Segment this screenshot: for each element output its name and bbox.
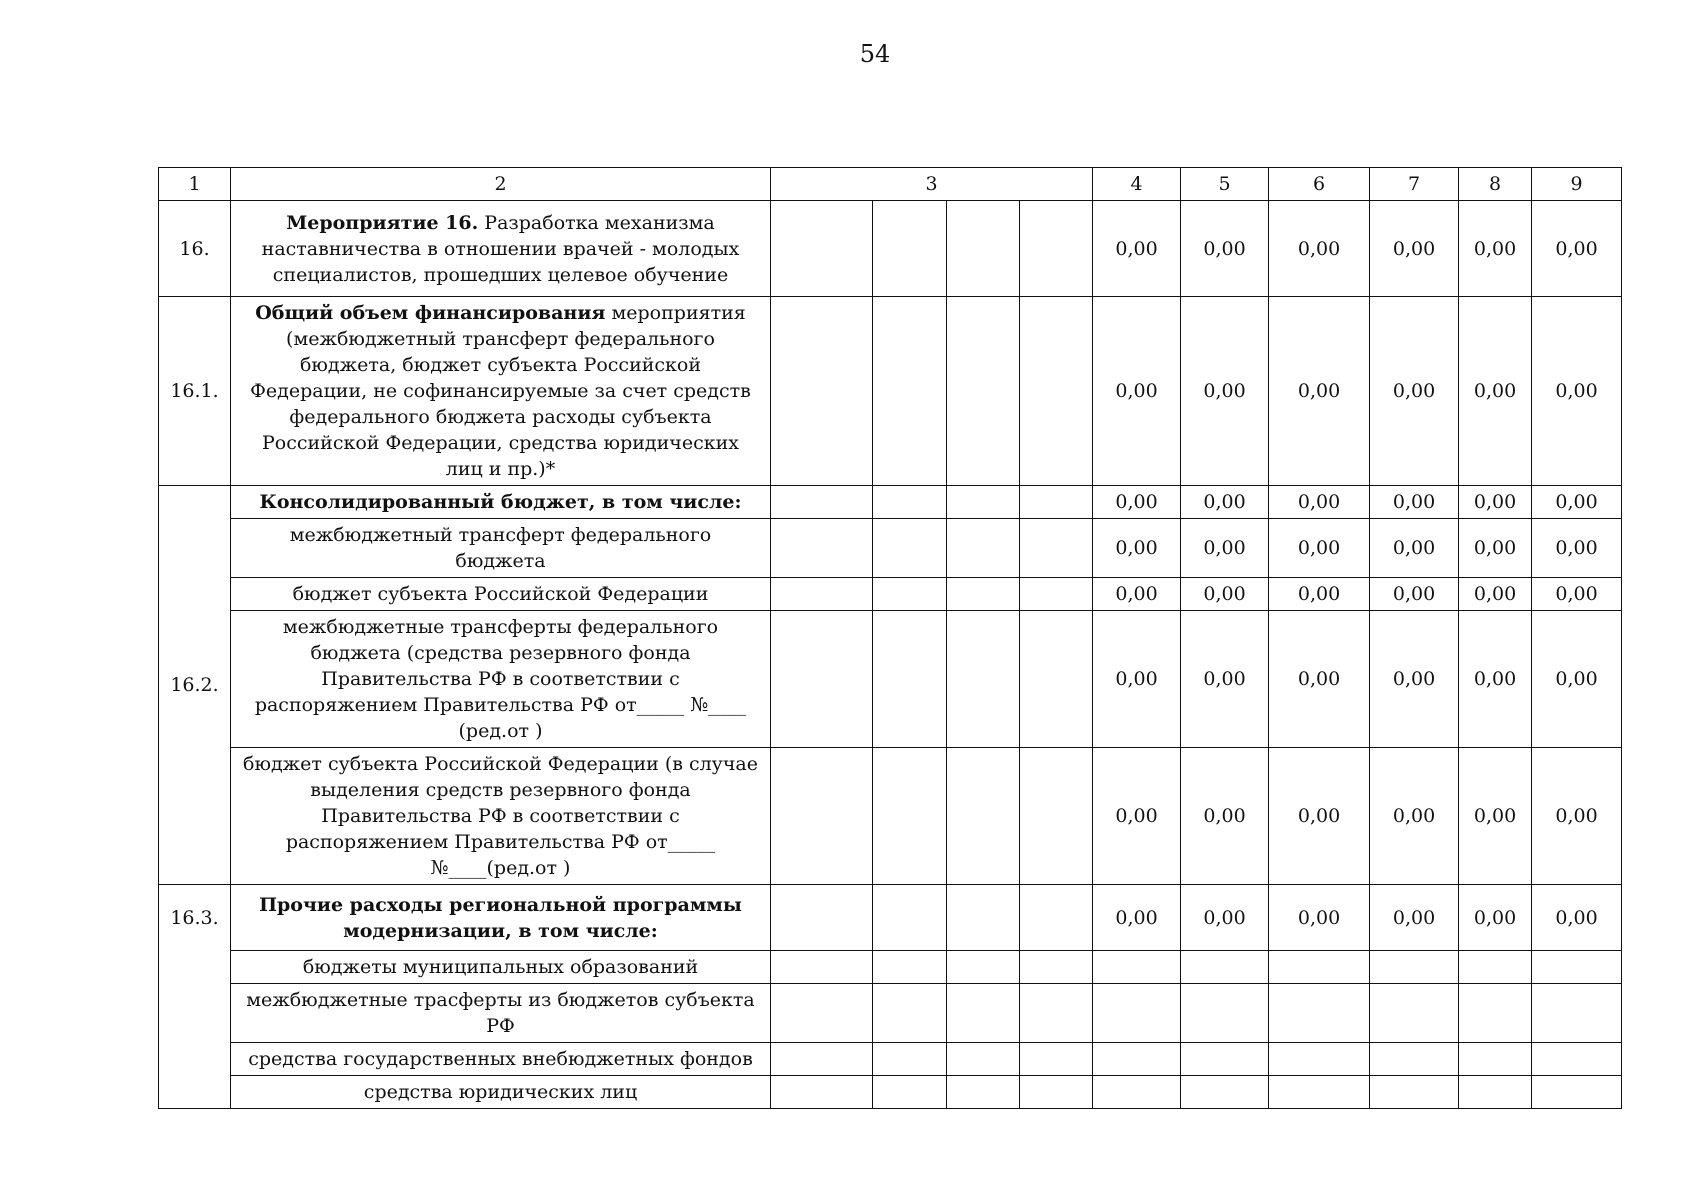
row-description: [231, 201, 771, 297]
empty-cell: [947, 885, 1020, 951]
value-cell: 0,00: [1532, 578, 1622, 611]
empty-cell: [1020, 611, 1093, 748]
empty-cell: [1532, 984, 1622, 1043]
row-description: межбюджетные трансферты федерального бюджета (средства резервного фонда Правительства РФ в соответствии с распоряжением Правительства РФ от_____ №____ (ред.от ): [231, 611, 771, 748]
empty-cell: [1532, 1076, 1622, 1109]
empty-cell: [1093, 951, 1181, 984]
value-cell: 0,00: [1269, 611, 1370, 748]
row-description: межбюджетные трасферты из бюджетов субъекта РФ: [231, 984, 771, 1043]
empty-cell: [1532, 1043, 1622, 1076]
header-cell: 8: [1459, 168, 1532, 201]
value-cell: 0,00: [1370, 297, 1459, 486]
table-row: [159, 951, 1622, 984]
value-cell: 0,00: [1532, 519, 1622, 578]
row-description: бюджеты муниципальных образований: [231, 951, 771, 984]
empty-cell: [947, 201, 1020, 297]
empty-cell: [771, 297, 873, 486]
empty-cell: [947, 951, 1020, 984]
value-cell: 0,00: [1370, 885, 1459, 951]
empty-cell: [1020, 486, 1093, 519]
table-row: [159, 519, 1622, 578]
value-cell: 0,00: [1459, 611, 1532, 748]
empty-cell: [771, 885, 873, 951]
empty-cell: [1020, 984, 1093, 1043]
value-cell: 0,00: [1181, 519, 1269, 578]
empty-cell: [873, 519, 947, 578]
empty-cell: [1370, 1076, 1459, 1109]
empty-cell: [771, 519, 873, 578]
value-cell: 0,00: [1093, 297, 1181, 486]
empty-cell: [1269, 1076, 1370, 1109]
header-cell: 3: [771, 168, 1093, 201]
value-cell: 0,00: [1181, 748, 1269, 885]
row-number: 16.: [159, 201, 231, 297]
empty-cell: [1181, 951, 1269, 984]
empty-cell: [1020, 297, 1093, 486]
empty-cell: [1459, 984, 1532, 1043]
row-text: мероприятия (межбюджетный трансферт федерального бюджета, бюджет субъекта Российской Федерации, не софинансируемые за счет средств федерального бюджета расходы субъекта Российской Федерации, средства юридических лиц и пр.)*: [250, 302, 751, 480]
value-cell: 0,00: [1181, 201, 1269, 297]
empty-cell: [1020, 748, 1093, 885]
empty-cell: [1181, 1076, 1269, 1109]
row-text: Разработка механизма наставничества в отношении врачей - молодых специалистов, прошедших целевое обучение: [261, 211, 740, 286]
value-cell: 0,00: [1459, 578, 1532, 611]
value-cell: 0,00: [1093, 201, 1181, 297]
empty-cell: [873, 951, 947, 984]
value-cell: 0,00: [1370, 611, 1459, 748]
row-description: бюджет субъекта Российской Федерации (в случае выделения средств резервного фонда Правительства РФ в соответствии с распоряжением Правительства РФ от_____ №____(ред.от ): [231, 748, 771, 885]
table-row: [159, 1076, 1622, 1109]
empty-cell: [1370, 1043, 1459, 1076]
value-cell: 0,00: [1093, 486, 1181, 519]
empty-cell: [771, 951, 873, 984]
empty-cell: [1093, 1076, 1181, 1109]
value-cell: 0,00: [1093, 748, 1181, 885]
empty-cell: [771, 984, 873, 1043]
empty-cell: [1020, 1043, 1093, 1076]
empty-cell: [771, 611, 873, 748]
value-cell: 0,00: [1269, 578, 1370, 611]
empty-cell: [947, 984, 1020, 1043]
empty-cell: [1181, 1043, 1269, 1076]
empty-cell: [1532, 951, 1622, 984]
value-cell: 0,00: [1370, 201, 1459, 297]
value-cell: 0,00: [1370, 578, 1459, 611]
table-row: [159, 611, 1622, 748]
empty-cell: [873, 578, 947, 611]
empty-cell: [873, 486, 947, 519]
value-cell: 0,00: [1093, 578, 1181, 611]
empty-cell: [873, 297, 947, 486]
row-description: средства государственных внебюджетных фондов: [231, 1043, 771, 1076]
value-cell: 0,00: [1459, 519, 1532, 578]
empty-cell: [1459, 1043, 1532, 1076]
value-cell: 0,00: [1370, 519, 1459, 578]
table-row: [159, 486, 1622, 519]
row-number: 16.2.: [159, 486, 231, 885]
value-cell: 0,00: [1459, 885, 1532, 951]
empty-cell: [1269, 1043, 1370, 1076]
empty-cell: [1269, 984, 1370, 1043]
table-row: [159, 748, 1622, 885]
value-cell: 0,00: [1181, 297, 1269, 486]
empty-cell: [771, 1076, 873, 1109]
table-row: [159, 885, 1622, 951]
row-description: [231, 297, 771, 486]
value-cell: 0,00: [1269, 297, 1370, 486]
empty-cell: [1459, 951, 1532, 984]
financing-table: [158, 167, 1622, 1109]
empty-cell: [873, 748, 947, 885]
row-description: межбюджетный трансферт федерального бюджета: [231, 519, 771, 578]
value-cell: 0,00: [1181, 578, 1269, 611]
empty-cell: [1370, 984, 1459, 1043]
empty-cell: [1020, 951, 1093, 984]
empty-cell: [771, 201, 873, 297]
empty-cell: [1370, 951, 1459, 984]
page-number: 54: [859, 40, 891, 68]
value-cell: 0,00: [1532, 885, 1622, 951]
value-cell: 0,00: [1181, 611, 1269, 748]
header-cell: 6: [1269, 168, 1370, 201]
value-cell: 0,00: [1532, 611, 1622, 748]
value-cell: 0,00: [1269, 201, 1370, 297]
empty-cell: [873, 984, 947, 1043]
empty-cell: [947, 611, 1020, 748]
empty-cell: [771, 578, 873, 611]
value-cell: 0,00: [1370, 486, 1459, 519]
value-cell: 0,00: [1269, 519, 1370, 578]
empty-cell: [1020, 201, 1093, 297]
header-cell: 1: [159, 168, 231, 201]
empty-cell: [873, 885, 947, 951]
empty-cell: [1459, 1076, 1532, 1109]
header-cell: 4: [1093, 168, 1181, 201]
value-cell: 0,00: [1093, 885, 1181, 951]
empty-cell: [947, 486, 1020, 519]
empty-cell: [1020, 519, 1093, 578]
table-row: [159, 578, 1622, 611]
value-cell: 0,00: [1532, 748, 1622, 885]
empty-cell: [947, 578, 1020, 611]
table-row: [159, 201, 1622, 297]
row-title-bold: Мероприятие 16.: [286, 211, 479, 234]
value-cell: 0,00: [1093, 611, 1181, 748]
header-cell: 9: [1532, 168, 1622, 201]
empty-cell: [873, 611, 947, 748]
value-cell: 0,00: [1370, 748, 1459, 885]
table-row: [159, 984, 1622, 1043]
header-cell: 5: [1181, 168, 1269, 201]
value-cell: 0,00: [1532, 297, 1622, 486]
value-cell: 0,00: [1459, 748, 1532, 885]
row-number: 16.1.: [159, 297, 231, 486]
row-description: бюджет субъекта Российской Федерации: [231, 578, 771, 611]
header-row: [159, 168, 1622, 201]
value-cell: 0,00: [1269, 748, 1370, 885]
value-cell: 0,00: [1269, 885, 1370, 951]
empty-cell: [947, 297, 1020, 486]
empty-cell: [1269, 951, 1370, 984]
row-description: средства юридических лиц: [231, 1076, 771, 1109]
value-cell: 0,00: [1532, 201, 1622, 297]
empty-cell: [1020, 1076, 1093, 1109]
header-cell: 2: [231, 168, 771, 201]
empty-cell: [1093, 1043, 1181, 1076]
empty-cell: [1020, 885, 1093, 951]
empty-cell: [947, 519, 1020, 578]
empty-cell: [1020, 578, 1093, 611]
value-cell: 0,00: [1181, 885, 1269, 951]
empty-cell: [771, 486, 873, 519]
value-cell: 0,00: [1093, 519, 1181, 578]
header-cell: 7: [1370, 168, 1459, 201]
row-description: Консолидированный бюджет, в том числе:: [231, 486, 771, 519]
row-title-bold: Общий объем финансирования: [255, 302, 606, 324]
empty-cell: [947, 748, 1020, 885]
empty-cell: [771, 748, 873, 885]
empty-cell: [1093, 984, 1181, 1043]
row-number: 16.3.: [159, 885, 231, 1109]
value-cell: 0,00: [1181, 486, 1269, 519]
table-row: [159, 297, 1622, 486]
empty-cell: [1181, 984, 1269, 1043]
value-cell: 0,00: [1459, 297, 1532, 486]
empty-cell: [873, 201, 947, 297]
value-cell: 0,00: [1459, 201, 1532, 297]
table-row: [159, 1043, 1622, 1076]
empty-cell: [947, 1076, 1020, 1109]
value-cell: 0,00: [1269, 486, 1370, 519]
empty-cell: [771, 1043, 873, 1076]
empty-cell: [873, 1043, 947, 1076]
value-cell: 0,00: [1459, 486, 1532, 519]
empty-cell: [947, 1043, 1020, 1076]
value-cell: 0,00: [1532, 486, 1622, 519]
empty-cell: [873, 1076, 947, 1109]
row-description: Прочие расходы региональной программы модернизации, в том числе:: [231, 885, 771, 951]
